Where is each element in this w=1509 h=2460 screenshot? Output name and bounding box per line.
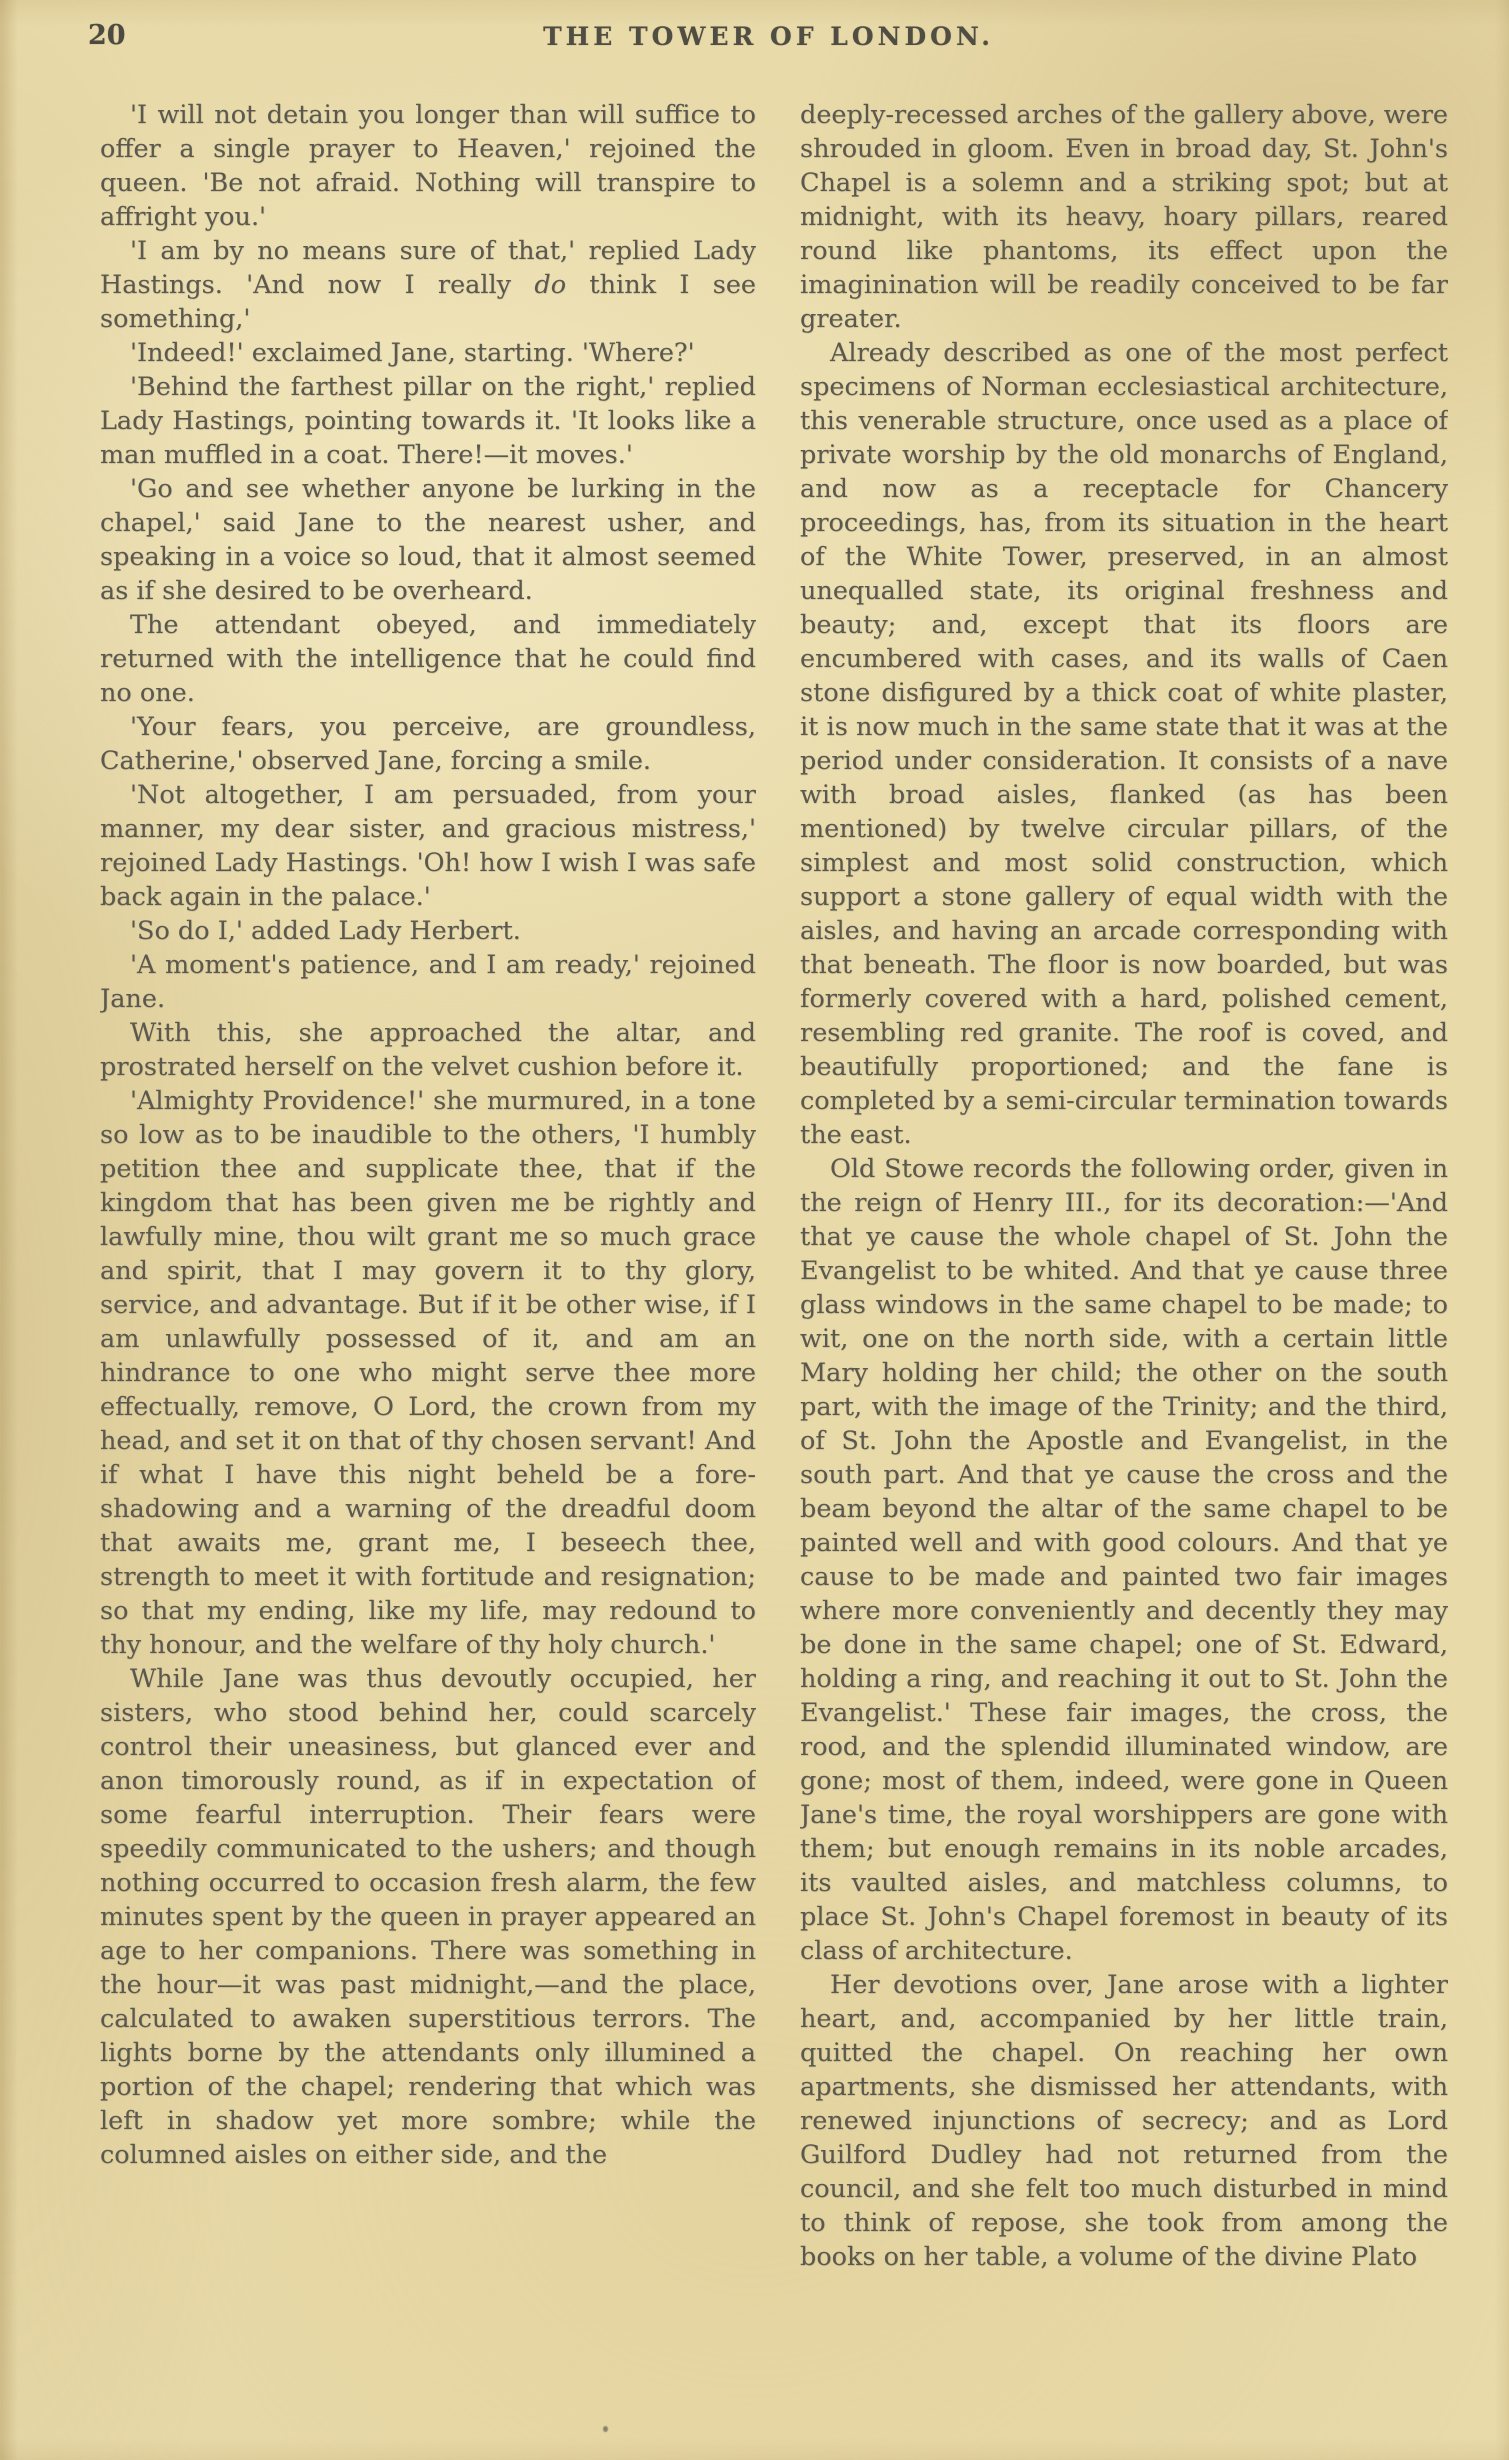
text-column-right bbox=[800, 98, 1448, 2450]
paragraph-text: With this, she approached the altar, and prostrated herself on the velvet cushion before it. bbox=[100, 1018, 756, 1082]
paragraph-text: deeply-recessed arches of the gallery above, were shrouded in gloom. Even in broad day, St. John's Chapel is a solemn and a striking spot; but at midnight, with its heavy, hoary pillars, reared round like phantoms, its effect upon the imaginination will be readily conceived to be far greater. bbox=[800, 100, 1448, 334]
paragraph-text: 'Your fears, you perceive, are groundless, Catherine,' observed Jane, forcing a smile. bbox=[100, 712, 756, 776]
paragraph bbox=[100, 1662, 756, 2172]
paragraph bbox=[800, 98, 1448, 336]
paragraph bbox=[100, 98, 756, 234]
paragraph-text: While Jane was thus devoutly occupied, her sisters, who stood behind her, could scarcely control their uneasiness, but glanced ever and anon timorously round, as if in expectation of some fearful interruption. Their fears were speedily communicated to the ushers; and though nothing occurred to occasion fresh alarm, the few minutes spent by the queen in prayer appeared an age to her companions. There was something in the hour—it was past midnight,—and the place, calculated to awaken superstitious terrors. The lights borne by the attendants only illumined a portion of the chapel; rendering that which was left in shadow yet more sombre; while the columned aisles on either side, and the bbox=[100, 1664, 756, 2170]
ink-dot bbox=[603, 2426, 608, 2432]
paragraph-text: 'Not altogether, I am persuaded, from your manner, my dear sister, and gracious mistress,' rejoined Lady Hastings. 'Oh! how I wish I was safe back again in the palace.' bbox=[100, 780, 756, 912]
paragraph-text: 'I am by no means sure of that,' replied Lady Hastings. 'And now I really bbox=[100, 236, 756, 300]
paragraph-text: 'Go and see whether anyone be lurking in the chapel,' said Jane to the nearest usher, and speaking in a voice so loud, that it almost seemed as if she desired to be overheard. bbox=[100, 474, 756, 606]
paragraph bbox=[100, 234, 756, 336]
paragraph-text: 'Almighty Providence!' she murmured, in a tone so low as to be inaudible to the others, 'I humbly petition thee and supplicate thee, that if the kingdom that has been given me be rightly and lawfully mine, thou wilt grant me so much grace and spirit, that I may govern it to thy glory, service, and advantage. But if it be other wise, if I am unlawfully possessed of it, and am an hindrance to one who might serve thee more effectually, remove, O Lord, the crown from my head, and set it on that of thy chosen servant! And if what I have this night beheld be a fore-shadowing and a warning of the dreadful doom that awaits me, grant me, I beseech thee, strength to meet it with fortitude and resignation; so that my ending, like my life, may redound to thy honour, and the welfare of thy holy church.' bbox=[100, 1086, 756, 1660]
paragraph-text: 'I will not detain you longer than will suffice to offer a single prayer to Heaven,' rejoined the queen. 'Be not afraid. Nothing will transpire to affright you.' bbox=[100, 100, 756, 232]
paragraph-text: 'So do I,' added Lady Herbert. bbox=[130, 916, 521, 946]
paragraph-text: Already described as one of the most perfect specimens of Norman ecclesiastical architecture, this venerable structure, once used as a place of private worship by the old monarchs of England, and now as a receptacle for Chancery proceedings, has, from its situation in the heart of the White Tower, preserved, in an almost unequalled state, its original freshness and beauty; and, except that its floors are encumbered with cases, and its walls of Caen stone disfigured by a thick coat of white plaster, it is now much in the same state that it was at the period under consideration. It consists of a nave with broad aisles, flanked (as has been mentioned) by twelve circular pillars, of the simplest and most solid construction, which support a stone gallery of equal width with the aisles, and having an arcade corresponding with that beneath. The floor is now boarded, but was formerly covered with a hard, polished cement, resembling red granite. The roof is coved, and beautifully proportioned; and the fane is completed by a semi-circular termination towards the east. bbox=[800, 338, 1448, 1150]
page-number: 20 bbox=[88, 20, 126, 51]
paragraph-text: 'A moment's patience, and I am ready,' rejoined Jane. bbox=[100, 950, 756, 1014]
paragraph bbox=[800, 1968, 1448, 2274]
paragraph bbox=[800, 336, 1448, 1152]
paragraph-text: 'Indeed!' exclaimed Jane, starting. 'Where?' bbox=[130, 338, 695, 368]
paragraph bbox=[100, 370, 756, 472]
paragraph bbox=[100, 1016, 756, 1084]
text-column-left bbox=[100, 98, 756, 2450]
paragraph-text: think I see something,' bbox=[100, 270, 756, 334]
running-title: THE TOWER OF LONDON. bbox=[543, 22, 994, 51]
paragraph-text: Old Stowe records the following order, given in the reign of Henry III., for its decoration:—'And that ye cause the whole chapel of St. John the Evangelist to be whited. And that ye cause three glass windows in the same chapel to be made; to wit, one on the north side, with a certain little Mary holding her child; the other on the south part, with the image of the Trinity; and the third, of St. John the Apostle and Evangelist, in the south part. And that ye cause the cross and the beam beyond the altar of the same chapel to be painted well and with good colours. And that ye cause to be made and painted two fair images where more conveniently and decently they may be done in the same chapel; one of St. Edward, holding a ring, and reaching it out to St. John the Evangelist.' These fair images, the cross, the rood, and the splendid illuminated window, are gone; most of them, indeed, were gone in Queen Jane's time, the royal worshippers are gone with them; but enough remains in its noble arcades, its vaulted aisles, and matchless columns, to place St. John's Chapel foremost in beauty of its class of architecture. bbox=[800, 1154, 1448, 1966]
paragraph bbox=[100, 914, 756, 948]
paragraph bbox=[100, 710, 756, 778]
paragraph bbox=[100, 472, 756, 608]
paragraph-text: do bbox=[534, 270, 567, 300]
paragraph-text: 'Behind the farthest pillar on the right,' replied Lady Hastings, pointing towards it. 'It looks like a man muffled in a coat. There!—it moves.' bbox=[100, 372, 756, 470]
paragraph bbox=[100, 778, 756, 914]
paragraph bbox=[800, 1152, 1448, 1968]
paragraph-text: Her devotions over, Jane arose with a lighter heart, and, accompanied by her little train, quitted the chapel. On reaching her own apartments, she dismissed her attendants, with renewed injunctions of secrecy; and as Lord Guilford Dudley had not returned from the council, and she felt too much disturbed in mind to think of repose, she took from among the books on her table, a volume of the divine Plato bbox=[800, 1970, 1448, 2272]
paragraph bbox=[100, 608, 756, 710]
paragraph bbox=[100, 948, 756, 1016]
paragraph bbox=[100, 336, 756, 370]
paragraph-text: The attendant obeyed, and immediately returned with the intelligence that he could find no one. bbox=[100, 610, 756, 708]
paragraph bbox=[100, 1084, 756, 1662]
